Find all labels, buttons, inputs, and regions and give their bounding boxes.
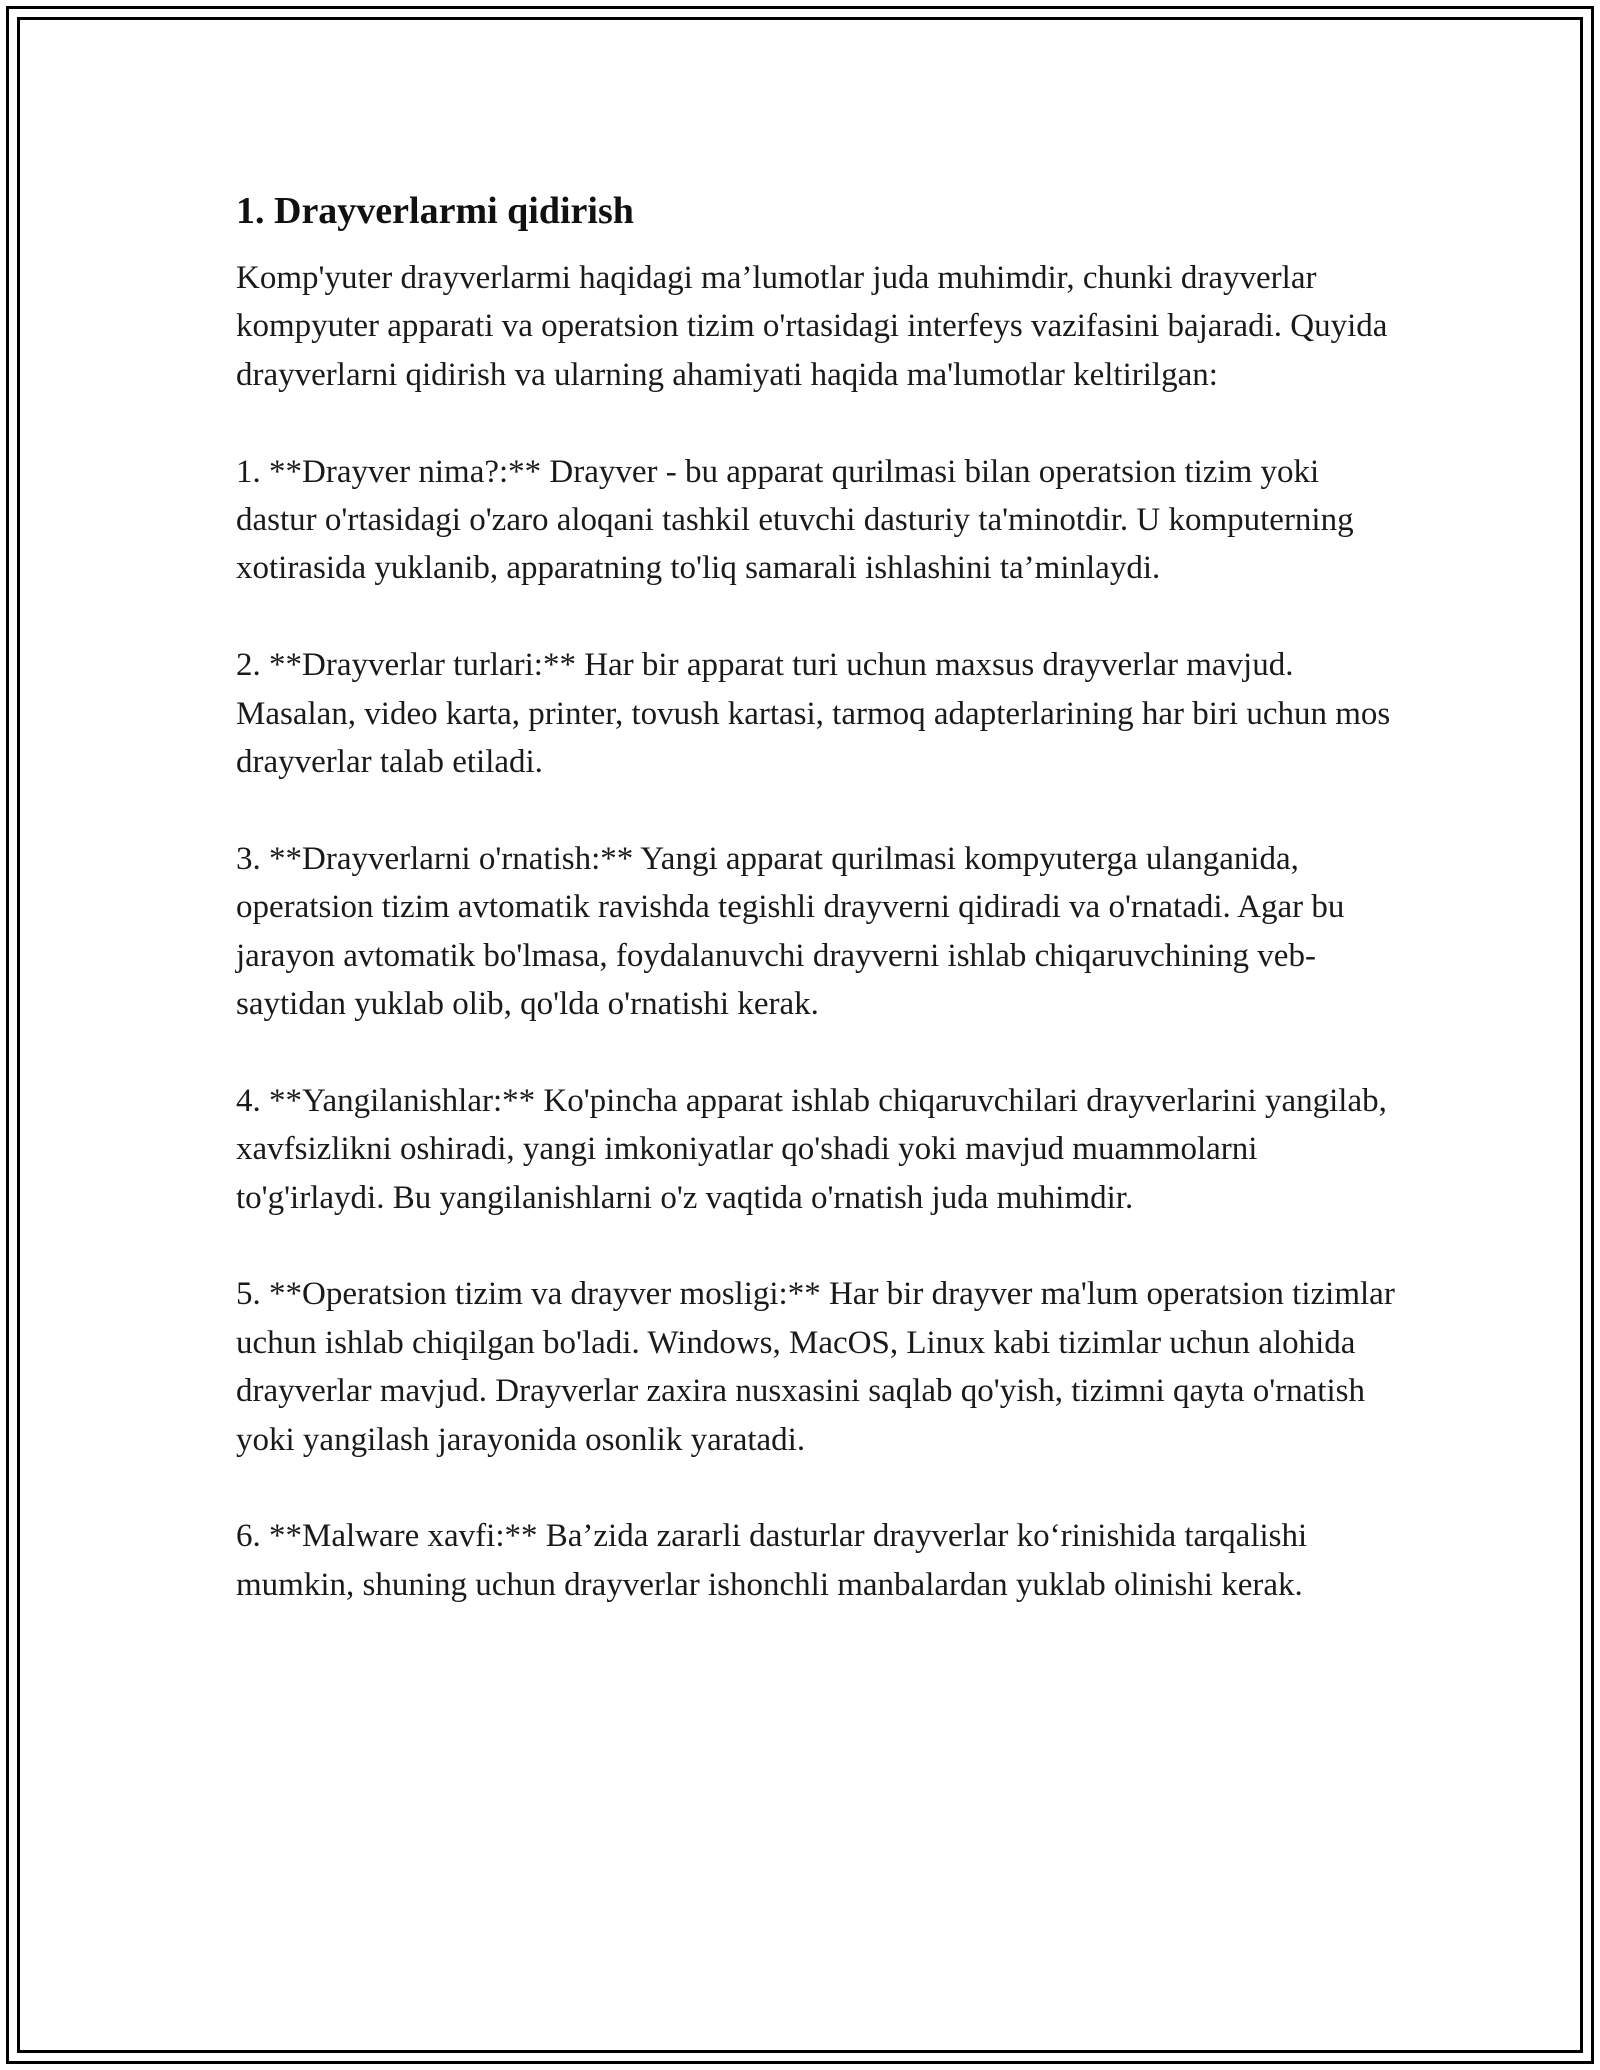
- list-item: 3. **Drayverlarni o'rnatish:** Yangi apparat qurilmasi kompyuterga ulanganida, operatsion tizim avtomatik ravishda tegishli drayverni qidiradi va o'rnatadi. Agar bu jarayon avtomatik bo'lmasa, foydalanuvchi drayverni ishlab chiqaruvchining veb-saytidan yuklab olib, qo'lda o'rnatishi kerak.: [236, 840, 1353, 1023]
- list-item: 2. **Drayverlar turlari:** Har bir apparat turi uchun maxsus drayverlar mavjud. Masalan, video karta, printer, tovush kartasi, tarmoq adapterlarining har biri uchun mos drayverlar talab etiladi.: [236, 647, 1399, 781]
- list-item: 4. **Yangilanishlar:** Ko'pincha apparat ishlab chiqaruvchilari drayverlarini yangilab, xavfsizlikni oshiradi, yangi imkoniyatlar qo'shadi yoki mavjud muammolarni to'g'irlaydi. Bu yangilanishlarni o'z vaqtida o'rnatish juda muhimdir.: [236, 1082, 1396, 1216]
- list-item: 5. **Operatsion tizim va drayver mosligi:** Har bir drayver ma'lum operatsion tizimlar uchun ishlab chiqilgan bo'ladi. Windows, MacOS, Linux kabi tizimlar uchun alohida drayverlar mavjud. Drayverlar zaxira nusxasini saqlab qo'yish, tizimni qayta o'rnatish yoki yangilash jarayonida osonlik yaratadi.: [236, 1276, 1404, 1458]
- list-item: 6. **Malware xavfi:** Ba’zida zararli dasturlar drayverlar ko‘rinishida tarqalishi mumkin, shuning uchun drayverlar ishonchli manbalardan yuklab olinishi kerak.: [236, 1518, 1316, 1603]
- list-item: 1. **Drayver nima?:** Drayver - bu apparat qurilmasi bilan operatsion tizim yoki dastur o'rtasidagi o'zaro aloqani tashkil etuvchi dasturiy ta'minotdir. U komputerning xotirasida yuklanib, apparatning to'liq samarali ishlashini ta’minlaydi.: [236, 453, 1362, 587]
- document-body: [236, 186, 1406, 1609]
- intro-paragraph: Komp'yuter drayverlarmi haqidagi ma’lumotlar juda muhimdir, chunki drayverlar kompyuter apparati va operatsion tizim o'rtasidagi interfeys vazifasini bajaradi. Quyida drayverlarni qidirish va ularning ahamiyati haqida ma'lumotlar keltirilgan:: [236, 260, 1396, 393]
- section-heading: 1. Drayverlarmi qidirish: [236, 190, 634, 232]
